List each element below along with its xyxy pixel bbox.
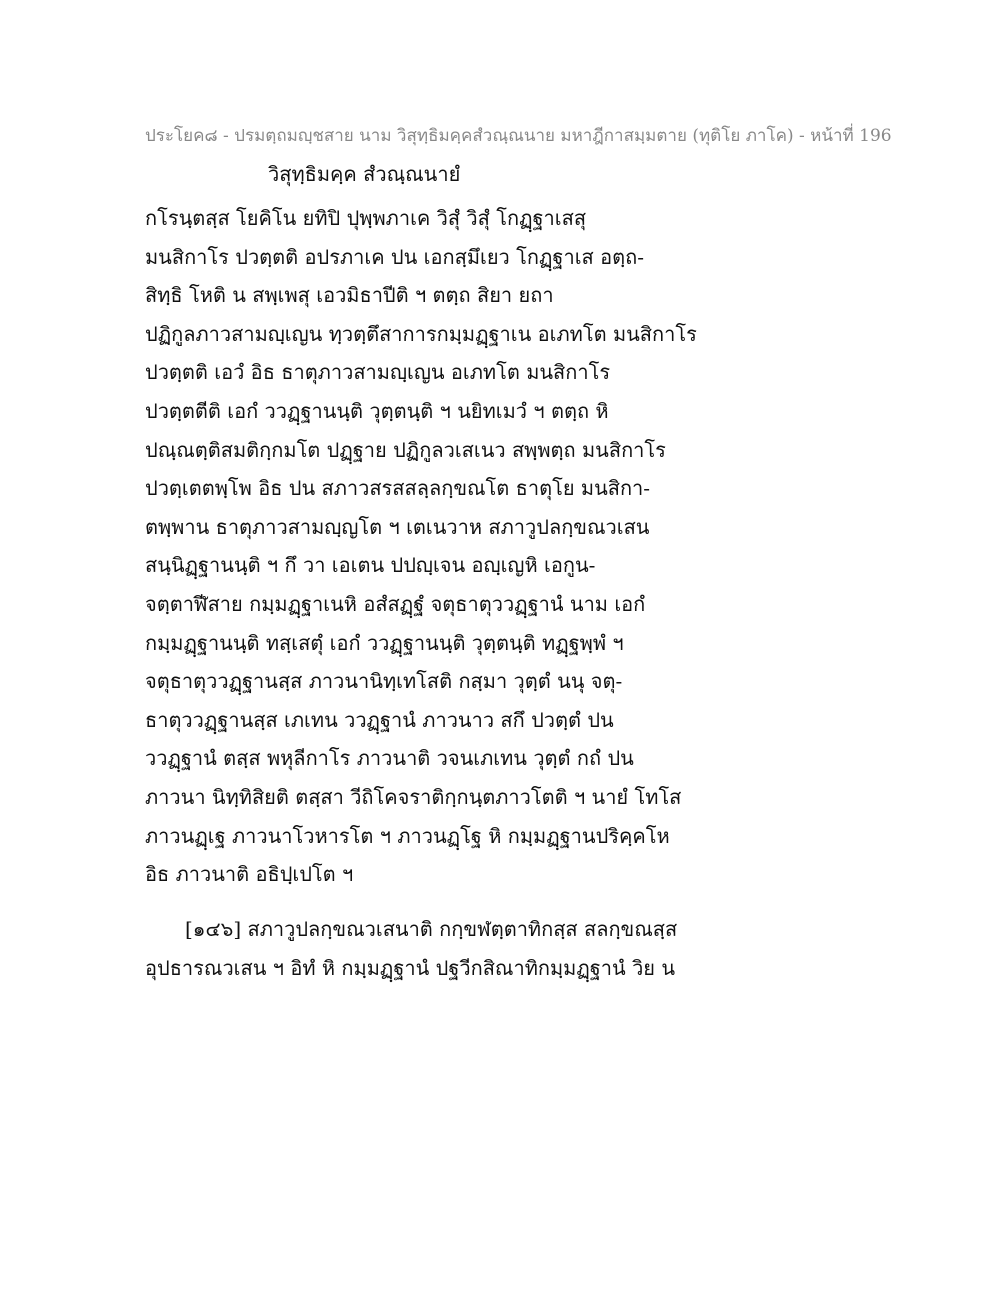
text-line: ปณฺณตฺติสมติกฺกมโต ปฏฺฐาย ปฏิกูลวเสเนว สพฺพตฺถ มนสิกาโร [145,437,666,462]
text-line: ปฏิกูลภาวสามญฺเญน ทฺวตฺตึสาการกมฺมฏฺฐาเน อเภทโต มนสิกาโร [145,321,697,346]
text-line: อิธ ภาวนาติ อธิปฺเปโต ฯ [145,862,354,887]
paragraph-2 [145,910,705,987]
text-line: สนฺนิฏฺฐานนฺติ ฯ กึ วา เอเตน ปปญฺเจน อญฺเญหิ เอกูน- [145,553,596,578]
text-line: ปวตฺเตตพฺโพ อิธ ปน สภาวสรสสลฺลกฺขณโต ธาตุโย มนสิกา- [145,476,651,501]
text-line: ปวตฺตติ เอวํ อิธ ธาตุภาวสามญฺเญน อเภทโต มนสิกาโร [145,360,611,385]
text-line: ววฏฺฐานํ ตสฺส พหุลีกาโร ภาวนาติ วจนเภเทน วุตฺตํ กถํ ปน [145,746,634,771]
text-line: อุปธารณวเสน ฯ อิทํ หิ กมฺมฏฺฐานํ ปฐวีกสิณาทิกมฺมฏฺฐานํ วิย น [145,955,676,980]
text-line: กโรนฺตสฺส โยคิโน ยทิปิ ปุพฺพภาเค วิสุํ วิสุํ โกฏฺฐาเสสุ [145,206,587,230]
text-line: [๑๔๖] สภาวูปลกฺขณวเสนาติ กกฺขฬตฺตาทิกสฺส สลกฺขณสฺส [185,917,678,941]
text-line: ตพฺพาน ธาตุภาวสามญฺญโต ฯ เตเนวาห สภาวูปลกฺขณวเสน [145,514,650,539]
text-line: มนสิกาโร ปวตฺตติ อปรภาเค ปน เอกสฺมึเยว โกฏฺฐาเส อตฺถ- [145,244,644,269]
running-header: ประโยค๘ - ปรมตฺถมญฺชสาย นาม วิสุทฺธิมคฺคสํวณฺณนาย มหาฎีกาสมฺมตาย (ทุติโย ภาโค) - หน้าที่ 196 [145,126,892,146]
text-line: สิทฺธิ โหติ น สพฺเพสุ เอวมิธาปีติ ฯ ตตฺถ สิยา ยถา [145,283,554,308]
section-title: วิสุทฺธิมคฺค สํวณฺณนายํ [268,162,461,186]
text-line: จตฺตาฬีสาย กมฺมฏฺฐาเนหิ อสํสฏฺฐํ จตุธาตุววฏฺฐานํ นาม เอกํ [145,591,646,616]
text-line: ภาวนา นิทฺทิสิยติ ตสฺสา วีถิโคจราติกฺกนฺตภาวโตติ ฯ นายํ โทโส [145,784,682,809]
text-line: ภาวนฏฺเฐ ภาวนาโวหารโต ฯ ภาวนฏฺโฐ หิ กมฺมฏฺฐานปริคฺคโห [145,823,670,848]
text-line: ธาตุววฏฺฐานสฺส เภเทน ววฏฺฐานํ ภาวนาว สกึ ปวตฺตํ ปน [145,707,614,732]
paragraph-1 [145,199,705,894]
text-line: ปวตฺตตีติ เอกํ ววฏฺฐานนฺติ วุตฺตนฺติ ฯ นยิทเมวํ ฯ ตตฺถ หิ [145,398,609,423]
text-line: กมฺมฏฺฐานนฺติ ทสฺเสตุํ เอกํ ววฏฺฐานนฺติ วุตฺตนฺติ ทฏฺฐพฺพํ ฯ [145,630,624,655]
text-line: จตุธาตุววฏฺฐานสฺส ภาวนานิทฺเทโสติ กสฺมา วุตฺตํ นนุ จตุ- [145,669,623,694]
